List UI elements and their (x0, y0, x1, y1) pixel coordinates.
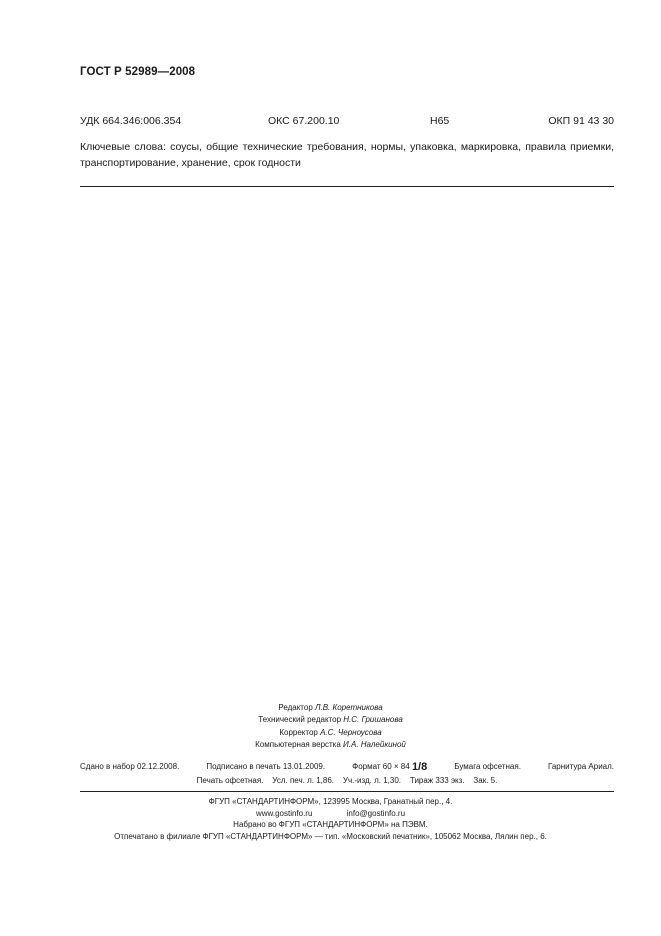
publisher-divider (80, 791, 614, 792)
typeface: Гарнитура Ариал. (547, 762, 614, 771)
layout-label: Компьютерная верстка (255, 740, 341, 750)
editor-row (0, 702, 661, 714)
print-sheets: Усл. печ. л. 1,86. (272, 775, 334, 785)
email-link[interactable]: info@gostinfo.ru (346, 808, 406, 818)
format-prefix: Формат 60 × 84 (352, 762, 410, 771)
h-code: Н65 (430, 115, 450, 127)
signed-to-print: Подписано в печать 13.01.2009. (206, 762, 326, 771)
standard-code: ГОСТ Р 52989—2008 (80, 66, 196, 78)
corrector-label: Корректор (279, 727, 318, 737)
corrector-row (0, 727, 661, 739)
editors-block (0, 702, 661, 752)
print-info-line-1 (80, 760, 614, 774)
keywords-paragraph: Ключевые слова: соусы, общие технические требования, нормы, упаковка, маркировка, правила приемки, транспортирование, хранение, срок годности (80, 141, 614, 169)
sent-to-typeset: Сдано в набор 02.12.2008. (80, 762, 180, 771)
publisher-block (0, 796, 661, 842)
editor-name: Л.В. Коретникова (315, 703, 383, 712)
printed-note: Отпечатано в филиале ФГУП «СТАНДАРТИНФОРМ» — тип. «Московский печатник», 105062 Москва, Лялин пер., 6. (114, 831, 547, 841)
print-run: Тираж 333 экз. (409, 775, 465, 785)
publisher-contacts (0, 808, 661, 820)
layout-name: И.А. Налейкиной (343, 740, 406, 750)
website-link[interactable]: www.gostinfo.ru (255, 808, 313, 818)
corrector-name: А.С. Черноусова (320, 727, 382, 737)
tech-editor-name: Н.С. Гришанова (343, 715, 403, 725)
okp-code: ОКП 91 43 30 (548, 115, 614, 127)
order-number: Зак. 5. (473, 775, 498, 785)
tech-editor-row (0, 714, 661, 726)
typeset-note: Набрано во ФГУП «СТАНДАРТИНФОРМ» на ПЭВМ. (233, 820, 428, 830)
print-info-line-2 (80, 774, 614, 788)
publisher-address: ФГУП «СТАНДАРТИНФОРМ», 123995 Москва, Гранатный пер., 4. (208, 797, 453, 806)
oks-code: ОКС 67.200.10 (268, 115, 340, 127)
print-info-block (80, 760, 614, 787)
publisher-sheets: Уч.-изд. л. 1,30. (342, 775, 402, 785)
paper-type: Бумага офсетная. (454, 762, 521, 771)
udk-code: УДК 664.346:006.354 (80, 115, 182, 127)
keywords-divider (80, 186, 614, 187)
tech-editor-label: Технический редактор (258, 715, 342, 725)
layout-row (0, 739, 661, 751)
print-type: Печать офсетная. (196, 775, 264, 785)
editor-label: Редактор (278, 703, 313, 712)
format-fraction: 1/8 (411, 761, 428, 773)
format-info (352, 760, 427, 774)
